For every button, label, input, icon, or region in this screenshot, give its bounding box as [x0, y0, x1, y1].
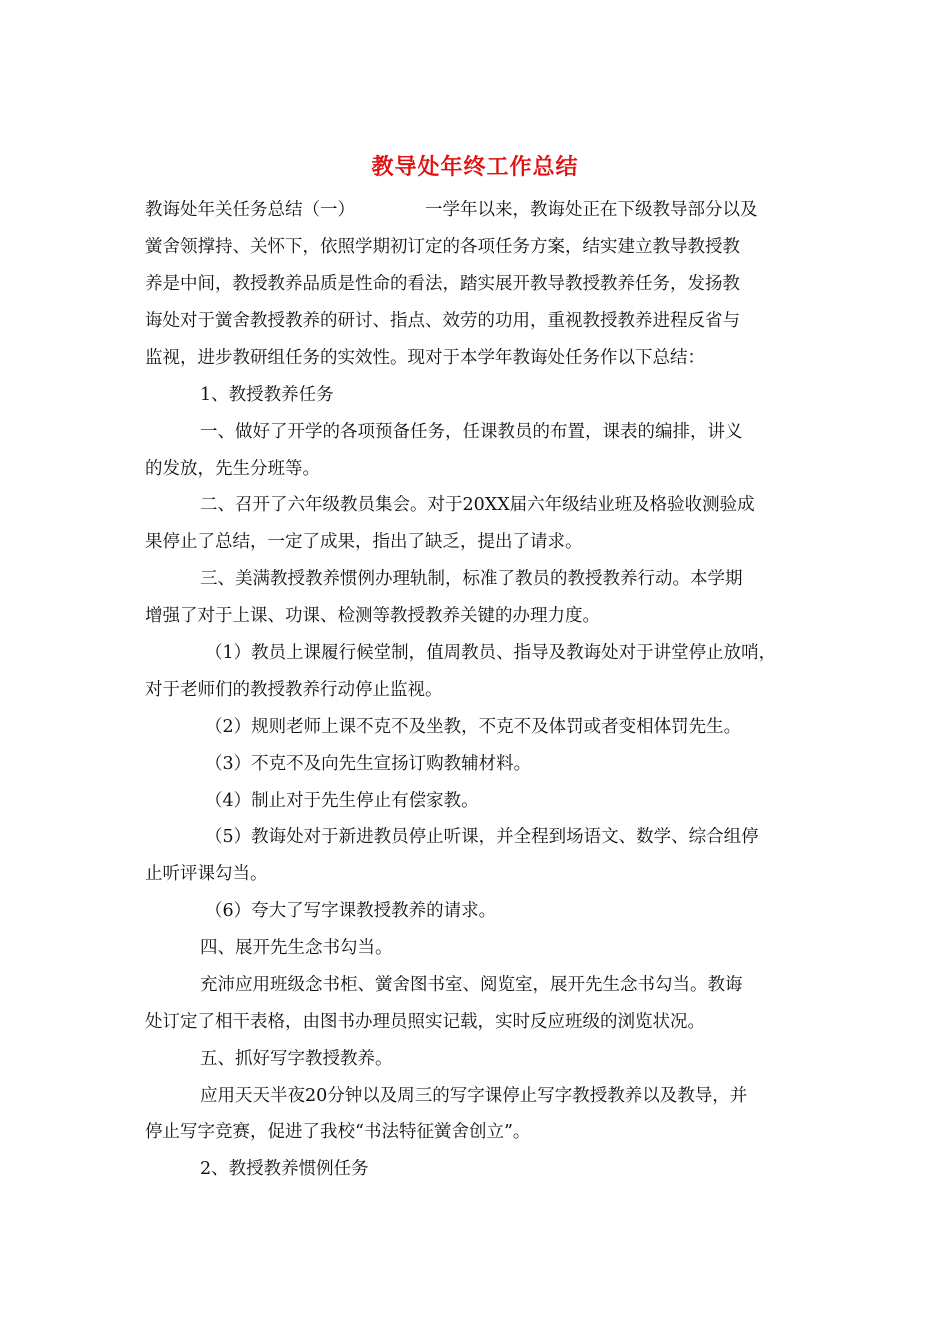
paragraph-line: 一、做好了开学的各项预备任务，任课教员的布置，课表的编排，讲义	[200, 422, 743, 442]
section-heading: 五、抓好写字教授教养。	[200, 1049, 393, 1069]
list-item: （6）夸大了写字课教授教养的请求。	[205, 901, 497, 921]
paragraph-line: 对于老师们的教授教养行动停止监视。	[145, 680, 443, 700]
paragraph-line: 果停止了总结，一定了成果，指出了缺乏，提出了请求。	[145, 532, 583, 552]
document-title: 教导处年终工作总结	[371, 154, 579, 180]
list-item: （5）教诲处对于新进教员停止听课，并全程到场语文、数学、综合组停	[205, 827, 759, 847]
paragraph-line	[145, 197, 758, 223]
paragraph-line: 养是中间，教授教养品质是性命的看法，踏实展开教导教授教养任务，发扬教	[145, 274, 740, 294]
paragraph-line: 一学年以来，教诲处正在下级教导部分以及	[425, 200, 758, 220]
list-item: （2）规则老师上课不克不及坐教，不克不及体罚或者变相体罚先生。	[205, 717, 742, 737]
paragraph-line: 的发放，先生分班等。	[145, 459, 320, 479]
paragraph-line: 充沛应用班级念书柜、黉舍图书室、阅览室，展开先生念书勾当。教诲	[200, 975, 743, 995]
paragraph-line: 二、召开了六年级教员集会。对于20XX届六年级结业班及格验收测验成	[200, 495, 755, 515]
paragraph-line: 增强了对于上课、功课、检测等教授教养关键的办理力度。	[145, 606, 600, 626]
paragraph-line: 停止写字竞赛，促进了我校“书法特征黉舍创立”。	[145, 1122, 531, 1142]
list-item: （1）教员上课履行候堂制，值周教员、指导及教诲处对于讲堂停止放哨，	[205, 643, 777, 663]
paragraph-line: 止听评课勾当。	[145, 864, 268, 884]
paragraph-line: 监视，进步教研组任务的实效性。现对于本学年教诲处任务作以下总结：	[145, 348, 705, 368]
paragraph-line: 诲处对于黉舍教授教养的研讨、指点、效劳的功用，重视教授教养进程反省与	[145, 311, 740, 331]
section-heading: 1、教授教养任务	[200, 385, 334, 405]
paragraph-line: 三、美满教授教养惯例办理轨制，标准了教员的教授教养行动。本学期	[200, 569, 743, 589]
paragraph-line: 黉舍领撑持、关怀下，依照学期初订定的各项任务方案，结实建立教导教授教	[145, 237, 740, 257]
section-heading: 2、教授教养惯例任务	[200, 1159, 369, 1179]
list-item: （4）制止对于先生停止有偿家教。	[205, 791, 479, 811]
list-item: （3）不克不及向先生宣扬订购教辅材料。	[205, 754, 532, 774]
paragraph-line: 应用天天半夜20分钟以及周三的写字课停止写字教授教养以及教导，并	[200, 1086, 748, 1106]
paragraph-line: 处订定了相干表格，由图书办理员照实记载，实时反应班级的浏览状况。	[145, 1012, 705, 1032]
section-heading: 四、展开先生念书勾当。	[200, 938, 393, 958]
section-heading: 教诲处年关任务总结（一）	[145, 200, 355, 220]
